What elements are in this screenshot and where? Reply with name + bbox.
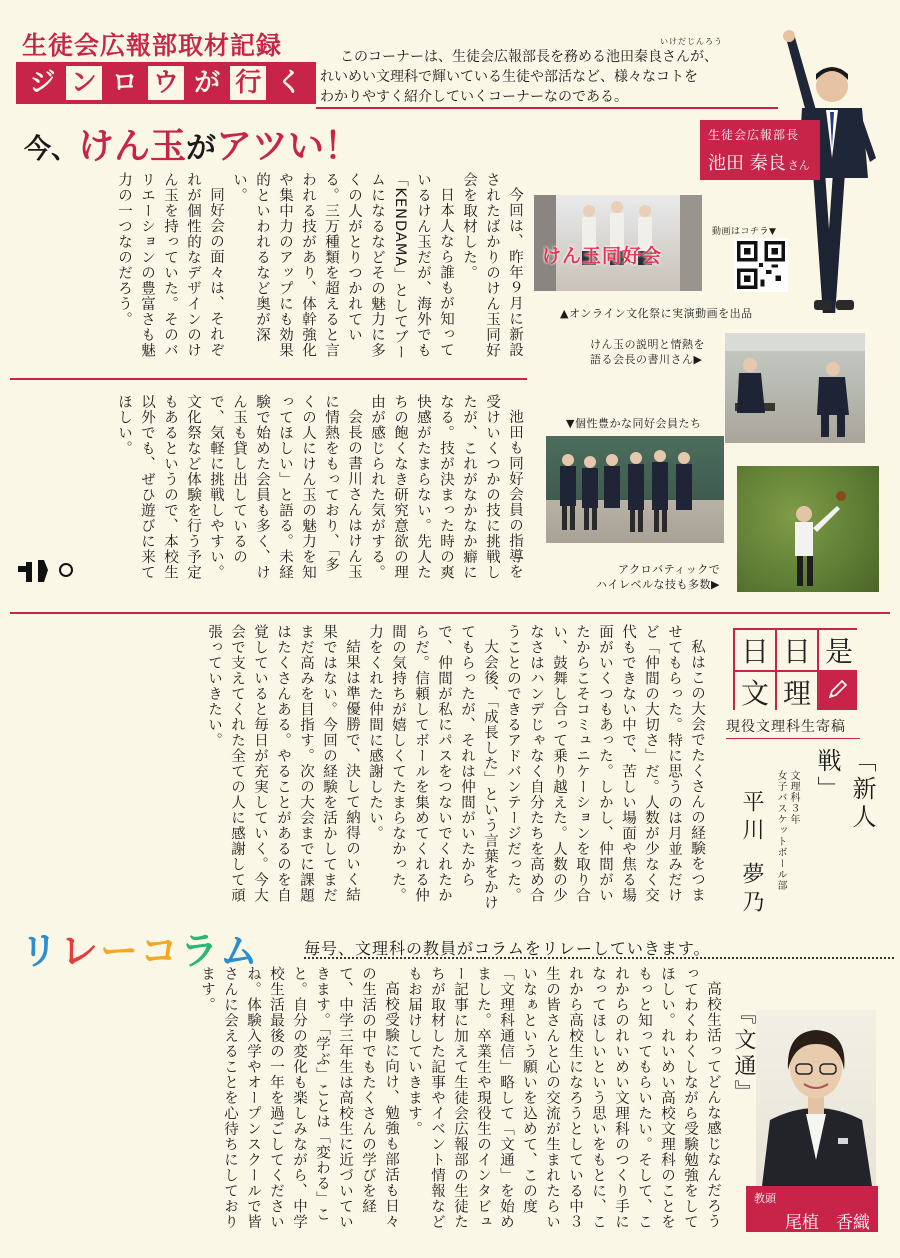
- series-title-char: 行: [230, 66, 266, 100]
- relay-body: [60, 966, 724, 1242]
- teacher-photo: [756, 1010, 876, 1186]
- paragraph: 日本人なら誰もが知っているけん玉だが、海外でも「KENDAMA」としてブームになるなどその魅力に多くの人がとりつかれている。三万種類を超えると言われる技があり、体幹強化や集中力のアップにも効果的といわれるなど奥が深い。: [231, 172, 454, 361]
- caption-acrobatic-1: アクロバティックで: [618, 563, 721, 576]
- essay-logo-char: 日: [735, 630, 775, 670]
- header-rule: [316, 107, 778, 109]
- essay-column-sub: 現役文理科生寄稿: [726, 719, 846, 735]
- section-divider: [10, 612, 890, 614]
- caption-group: ▼個性豊かな同好会員たち: [566, 417, 702, 430]
- article-body-lower: [80, 394, 526, 586]
- essay-author-aff-2: 女子バスケットボール部: [775, 770, 786, 891]
- essay-author-family: 平川: [739, 790, 764, 846]
- paragraph: 池田も同好会員の指導を受けいくつかの技に挑戦したが、これがなかなか癖になる。技が決まった時の爽快感がたまらない。先人たちの飽くなき研究意欲の理由が感じられた気がする。: [369, 394, 523, 580]
- essay-logo-char: 是: [819, 630, 859, 670]
- series-title-char: ン: [66, 66, 102, 100]
- relay-title-char: ラ: [180, 929, 220, 973]
- paragraph: 大会後、「成長した」という言葉をかけてもらったが、それは仲間がいたからで、仲間が私にパスをつないでくれたからだ。信頼してボールを集めてくれる仲間の気持ちが嬉しくてたまらなかった。力をくれた仲間に感謝したい。: [367, 624, 498, 911]
- series-title-char: く: [276, 68, 303, 98]
- article-headline: [24, 118, 360, 169]
- headline-pre: 今、: [24, 134, 78, 165]
- headline-post: アツい！: [216, 126, 361, 167]
- headline-mid: が: [186, 131, 217, 166]
- essay-title: 「新人戦」: [813, 748, 876, 832]
- series-title-char: ロ: [111, 68, 138, 98]
- essay-author-given: 夢乃: [739, 862, 764, 918]
- series-title-char: ジ: [29, 68, 56, 98]
- relay-title-char: ー: [100, 929, 141, 973]
- video-label: 動画はコチラ▼: [712, 227, 777, 237]
- relay-title-char: コ: [140, 929, 181, 973]
- reporter-name: 池田 秦良: [708, 153, 786, 174]
- teacher-badge: [746, 1186, 878, 1232]
- series-title-char: ウ: [148, 66, 184, 100]
- reporter-role: 生徒会広報部長: [708, 128, 800, 142]
- reporter-suffix: さん: [787, 159, 810, 172]
- qr-code[interactable]: [734, 238, 788, 292]
- reporter-badge: [700, 120, 820, 180]
- relay-subtitle: 毎号、文理科の教員がコラムをリレーしていきます。: [304, 939, 711, 958]
- essay-author-aff-1: 文理科３年: [788, 770, 799, 825]
- relay-title-char: リ: [20, 929, 61, 973]
- article-body-upper: [48, 172, 526, 368]
- paragraph: 今回は、昨年９月に新設されたばかりのけん玉同好会を取材した。: [461, 172, 523, 358]
- acrobatic-photo: [737, 466, 879, 592]
- essay-logo-char: 日: [777, 630, 817, 670]
- article-divider: [10, 378, 527, 380]
- essay-body: [58, 624, 708, 914]
- essay-sub-rule: [726, 738, 860, 739]
- headline-accent: けん玉: [78, 126, 187, 167]
- club-banner-photo: [534, 195, 702, 291]
- intro-line-3: わかりやすく紹介していくコーナーなのである。: [320, 89, 628, 105]
- essay-logo-char: 文: [735, 672, 775, 712]
- series-title: [16, 62, 316, 104]
- relay-column-title: 『文通』: [731, 1002, 756, 1106]
- club-banner-text: けん玉同好会: [542, 245, 663, 267]
- caption-acrobatic-2: ハイレベルな技も多数▶: [596, 578, 720, 591]
- teacher-name: 尾植 香織: [785, 1213, 870, 1233]
- paragraph: 会長の書川さんはけん玉に情熱をもっており、「多くの人にけん玉の魅力を知ってほしい」と語る。未経験で始めた会員も多く、けん玉も貸し出しているので、気軽に挑戦しやすい。文化祭など体験を行う予定もあるというので、本校生以外でも、ぜひ遊びに来てほしい。: [116, 394, 362, 580]
- caption-explain-2: 語る会長の書川さん▶: [590, 353, 703, 366]
- relay-title-char: ム: [219, 929, 260, 973]
- group-photo: [546, 436, 724, 543]
- paragraph: 高校生活ってどんな感じなんだろうってわくわくしながら受験勉強をしてほしい。れいめい高校文理科のことをもっと知ってもらいたい。そして、これからのれいめい文理科のつくり手になってほしいという思いをもとに、これから高校生になろうとしている中３生の皆さんと心の交流が生まれたらいいなぁという願いを込めて、この度「文理科通信」略して「文通」を始めました。卒業生や現役生のインタビュー記事に加えて生徒会広報部の生徒たちが取材した記事やイベント情報などもお届けしていきます。: [406, 966, 721, 1230]
- paragraph: 高校受験に向け、勉強も部活も日々の生活の中でもたくさんの学びを経て、中学三年生は高校生に近づいていきます。「学ぶ」ことは「変わる」こと。自分の変化も楽しみながら、中学校生活最後の一年を過ごしてくださいね。体験入学やオープンスクールで皆さんに会えることを心待ちにしております。: [199, 966, 399, 1230]
- relay-title-char: レ: [60, 929, 101, 973]
- president-photo: [725, 333, 865, 443]
- caption-online-festival: ▲オンライン文化祭に実演動画を出品: [560, 307, 753, 320]
- essay-pen-icon: [817, 671, 857, 709]
- section-kicker: 生徒会広報部取材記録: [22, 31, 283, 60]
- paragraph: 同好会の面々は、それぞれが個性的なデザインのけん玉を持っていた。そのバリエーションの豊富さも魅力の一つなのだろう。: [116, 172, 224, 358]
- intro-line-2: れいめい文理科で輝いている生徒や部活など、様々なコトを: [320, 69, 698, 85]
- intro-ruby: いけだじんろう: [660, 37, 723, 46]
- intro-line-1: このコーナーは、生徒会広報部長を務める池田秦良さんが、: [340, 49, 718, 65]
- caption-explain-1: けん玉の説明と情熱を: [590, 338, 705, 351]
- paragraph: 私はこの大会でたくさんの経験をつませてもらった。特に思うのは月並みだけど「仲間の大切さ」だ。人数が少なく交代もできない中で、苦しい場面や焦る場面がいくつもあった。しかし、仲間がいたからこそコミュニケーションを取り合い、鼓舞し合って乗り越えた。人数の少なさはハンデじゃなく自分たちを高め合うことのできるアドバンテージだった。: [505, 624, 705, 903]
- essay-logo-char: 理: [777, 672, 817, 712]
- paragraph: 結果は準優勝で、決して納得のいく結果ではない。今回の経験を活かしてまだまだ高みを目指す。次の大会までに課題はたくさんある。やることがあるのを自覚していると毎日が充実していく。今大会で支えてくれた全ての人に感謝して頑張っていきたい。: [206, 624, 360, 903]
- relay-subtitle-rule: [304, 957, 894, 959]
- kendama-icon: [14, 556, 74, 586]
- series-title-char: が: [194, 68, 221, 98]
- teacher-role: 教頭: [754, 1192, 776, 1205]
